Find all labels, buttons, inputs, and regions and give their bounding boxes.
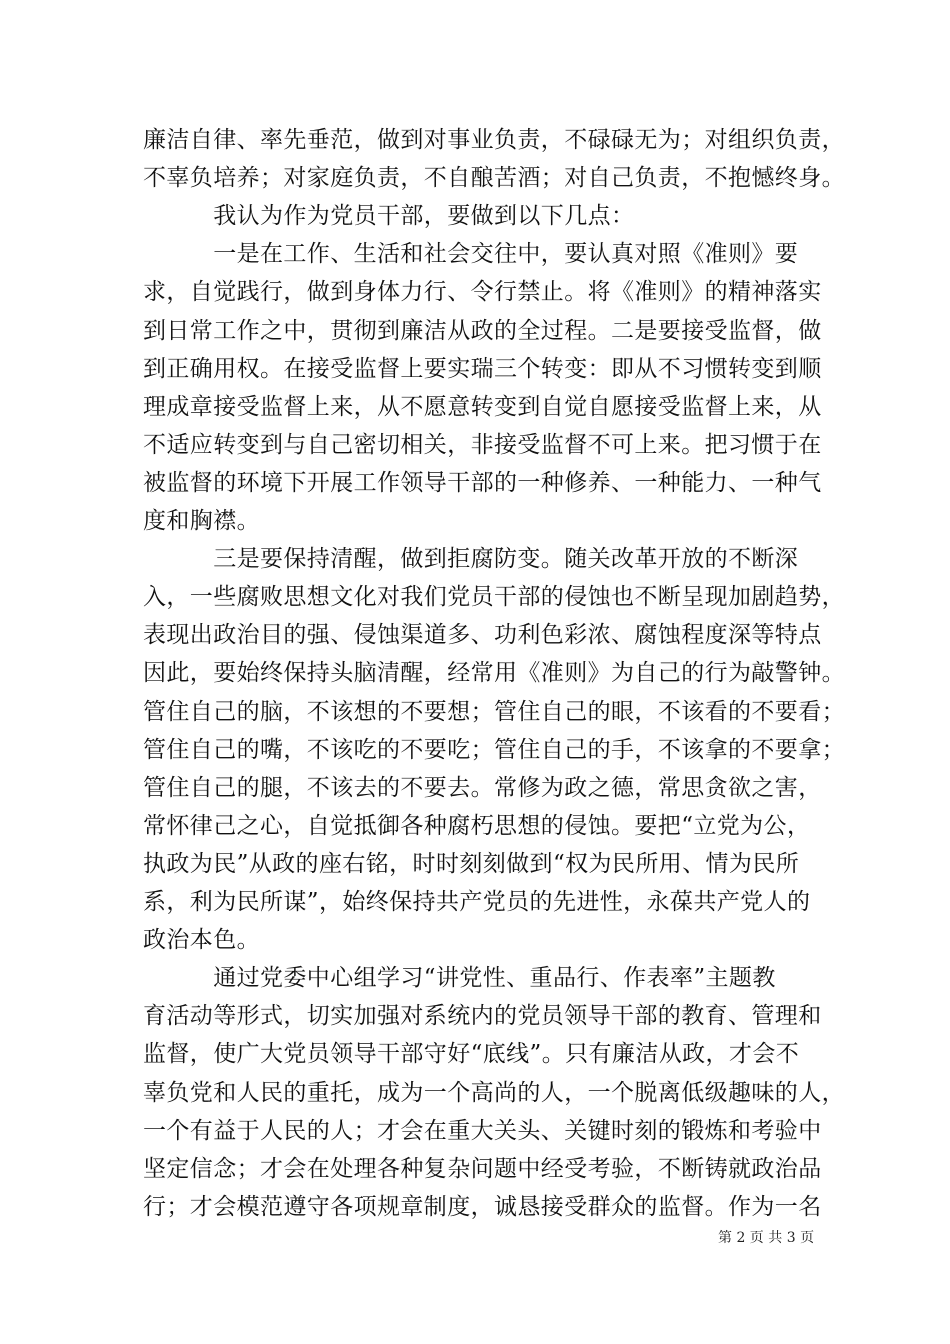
text-line: 政治本色。 <box>143 927 260 953</box>
text-line: 一个有益于人民的人；才会在重大关头、关键时刻的锻炼和考验中 <box>143 1118 822 1144</box>
text-line: 理成章接受监督上来，从不愿意转变到自觉自愿接受监督上来，从 <box>143 394 822 420</box>
text-line: 到日常工作之中，贯彻到廉洁从政的全过程。二是要接受监督，做 <box>143 318 822 344</box>
text-line: 一是在工作、生活和社会交往中，要认真对照《准则》要 <box>143 241 799 267</box>
text-line: 入，一些腐败思想文化对我们党员干部的侵蚀也不断呈现加剧趋势， <box>143 584 845 610</box>
text-line: 行；才会模范遵守各项规章制度，诚恳接受群众的监督。作为一名 <box>143 1194 822 1220</box>
text-line: 监督，使广大党员领导干部守好“底线”。只有廉洁从政，才会不 <box>143 1041 800 1067</box>
text-line: 求，自觉践行，做到身体力行、令行禁止。将《准则》的精神落实 <box>143 279 822 305</box>
text-line: 因此，要始终保持头脑清醒，经常用《准则》为自己的行为敲警钟。 <box>143 660 845 686</box>
text-line: 度和胸襟。 <box>143 508 260 534</box>
text-line: 被监督的环境下开展工作领导干部的一种修养、一种能力、一种气 <box>143 470 822 496</box>
text-line: 辜负党和人民的重托，成为一个高尚的人，一个脱离低级趣味的人， <box>143 1080 845 1106</box>
text-line: 通过党委中心组学习“讲党性、重品行、作表率”主题教 <box>143 965 776 991</box>
text-line: 管住自己的嘴，不该吃的不要吃；管住自己的手，不该拿的不要拿； <box>143 737 845 763</box>
text-line: 管住自己的腿，不该去的不要去。常修为政之德，常思贪欲之害， <box>143 775 822 801</box>
text-line: 表现出政治目的强、侵蚀渠道多、功利色彩浓、腐蚀程度深等特点 <box>143 622 822 648</box>
text-line: 三是要保持清醒，做到拒腐防变。随关改革开放的不断深 <box>143 546 799 572</box>
text-line: 我认为作为党员干部，要做到以下几点： <box>143 203 635 229</box>
text-line: 不辜负培养；对家庭负责，不自酿苦酒；对自己负责，不抱憾终身。 <box>143 165 845 191</box>
text-line: 系，利为民所谋”，始终保持共产党员的先进性，永葆共产党人的 <box>143 889 811 915</box>
text-line: 常怀律己之心，自觉抵御各种腐朽思想的侵蚀。要把“立党为公， <box>143 813 811 839</box>
text-line: 廉洁自律、率先垂范，做到对事业负责，不碌碌无为；对组织负责， <box>143 127 845 153</box>
page-footer: 第 2 页 共 3 页 <box>718 1230 815 1246</box>
text-line: 执政为民”从政的座右铭，时时刻刻做到“权为民所用、情为民所 <box>143 851 800 877</box>
text-line: 坚定信念；才会在处理各种复杂问题中经受考验，不断铸就政治品 <box>143 1156 822 1182</box>
text-line: 管住自己的脑，不该想的不要想；管住自己的眼，不该看的不要看； <box>143 699 845 725</box>
text-line: 到正确用权。在接受监督上要实瑞三个转变：即从不习惯转变到顺 <box>143 356 822 382</box>
text-line: 不适应转变到与自己密切相关，非接受监督不可上来。把习惯于在 <box>143 432 822 458</box>
text-line: 育活动等形式，切实加强对系统内的党员领导干部的教育、管理和 <box>143 1003 822 1029</box>
